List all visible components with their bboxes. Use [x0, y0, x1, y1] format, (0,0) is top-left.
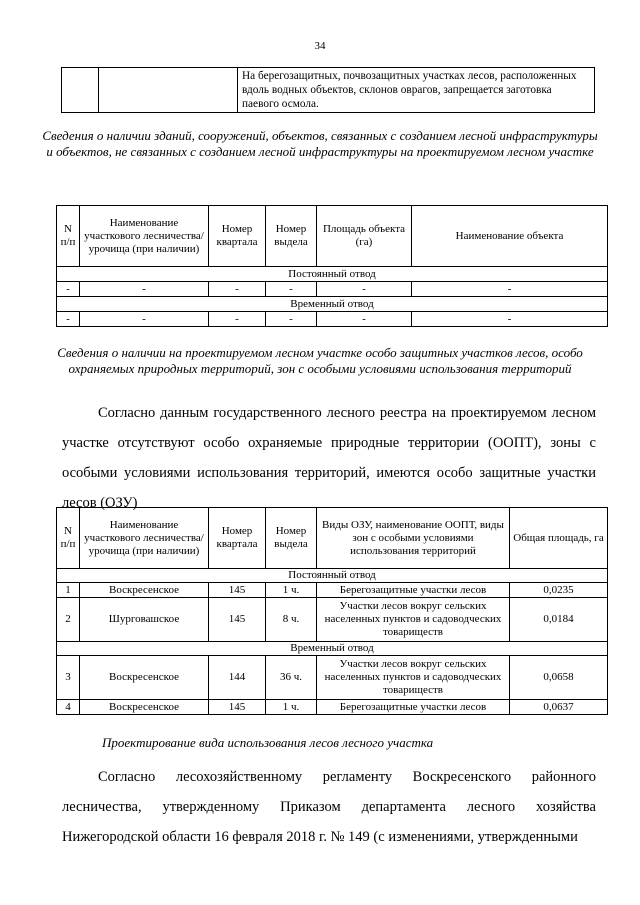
table-cell: - [317, 312, 412, 327]
top-table-fragment [61, 67, 595, 113]
table-cell: Берегозащитные участки лесов [317, 583, 510, 598]
table-cell: 0,0184 [510, 598, 608, 642]
table-cell: 0,0235 [510, 583, 608, 598]
table-cell: 1 [57, 583, 80, 598]
col-header: Наименование участкового лесничества/урочища (при наличии) [80, 206, 209, 267]
table-cell: 145 [209, 700, 266, 715]
empty-cell [62, 68, 99, 113]
col-header: Виды ОЗУ, наименование ООПТ, виды зон с особыми условиями использования территорий [317, 508, 510, 569]
table-cell: - [209, 282, 266, 297]
section2-paragraph [62, 398, 596, 518]
col-header: N п/п [57, 206, 80, 267]
table-cell: 2 [57, 598, 80, 642]
table-cell: 0,0637 [510, 700, 608, 715]
table-cell: 145 [209, 598, 266, 642]
col-header: Наименование участкового лесничества/урочища (при наличии) [80, 508, 209, 569]
permanent-allotment-label: Постоянный отвод [57, 267, 608, 282]
table-cell: - [412, 312, 608, 327]
table-cell: - [209, 312, 266, 327]
col-header: Номер квартала [209, 508, 266, 569]
table-cell: - [80, 312, 209, 327]
table-cell: 8 ч. [266, 598, 317, 642]
permanent-allotment-label: Постоянный отвод [57, 569, 608, 583]
table-cell: Воскресенское [80, 656, 209, 700]
table-cell: 1 ч. [266, 583, 317, 598]
table-cell: Воскресенское [80, 700, 209, 715]
col-header: Номер квартала [209, 206, 266, 267]
table-cell: - [57, 282, 80, 297]
col-header: Номер выдела [266, 508, 317, 569]
col-header: Площадь объекта (га) [317, 206, 412, 267]
temporary-allotment-label: Временный отвод [57, 297, 608, 312]
col-header: Наименование объекта [412, 206, 608, 267]
table-cell: - [57, 312, 80, 327]
page-number: 34 [314, 40, 326, 52]
infrastructure-table [56, 205, 608, 327]
temporary-allotment-label: Временный отвод [57, 642, 608, 656]
table-cell: - [412, 282, 608, 297]
table-cell: Участки лесов вокруг сельских населенных пунктов и садоводческих товариществ [317, 656, 510, 700]
table-cell: Воскресенское [80, 583, 209, 598]
table-cell: - [266, 312, 317, 327]
section3-paragraph [62, 762, 596, 852]
table-cell: 0,0658 [510, 656, 608, 700]
table-cell: Берегозащитные участки лесов [317, 700, 510, 715]
ozu-table [56, 507, 608, 715]
restriction-text: На берегозащитных, почвозащитных участках лесов, расположенных вдоль водных объектов, склонов оврагов, запрещается заготовка паевого осмола. [238, 68, 595, 113]
table-cell: Шурговашское [80, 598, 209, 642]
table-cell: 1 ч. [266, 700, 317, 715]
col-header: Общая площадь, га [510, 508, 608, 569]
table-cell: 4 [57, 700, 80, 715]
table-cell: - [266, 282, 317, 297]
table-cell: 36 ч. [266, 656, 317, 700]
table-cell: 3 [57, 656, 80, 700]
table-cell: 145 [209, 583, 266, 598]
table-cell: - [80, 282, 209, 297]
col-header: Номер выдела [266, 206, 317, 267]
paragraph-text: Согласно данным государственного лесного реестра на проектируемом лесном участке отсутствуют особо охраняемые природные территории (ООПТ), зоны с особыми условиями использования территорий, имеются особо защитные участки лесов (ОЗУ) [62, 405, 596, 511]
table-cell: 144 [209, 656, 266, 700]
table-cell: - [317, 282, 412, 297]
section1-title: Сведения о наличии зданий, сооружений, объектов, связанных с созданием лесной инфраструктуры и объектов, не связанных с созданием лесной инфраструктуры на проектируемом лесном участке [42, 128, 598, 159]
table-cell: Участки лесов вокруг сельских населенных пунктов и садоводческих товариществ [317, 598, 510, 642]
col-header: N п/п [57, 508, 80, 569]
section3-title: Проектирование вида использования лесов лесного участка [102, 735, 434, 750]
paragraph-text: Согласно лесохозяйственному регламенту Воскресенского районного лесничества, утвержденному Приказом департамента лесного хозяйства Нижегородской области 16 февраля 2018 г. № 149 (с изменениями, утвержденными [62, 769, 596, 845]
empty-cell [99, 68, 238, 113]
section2-title: Сведения о наличии на проектируемом лесном участке особо защитных участков лесов, особо охраняемых природных территорий, зон с особыми условиями использования территорий [57, 345, 583, 376]
